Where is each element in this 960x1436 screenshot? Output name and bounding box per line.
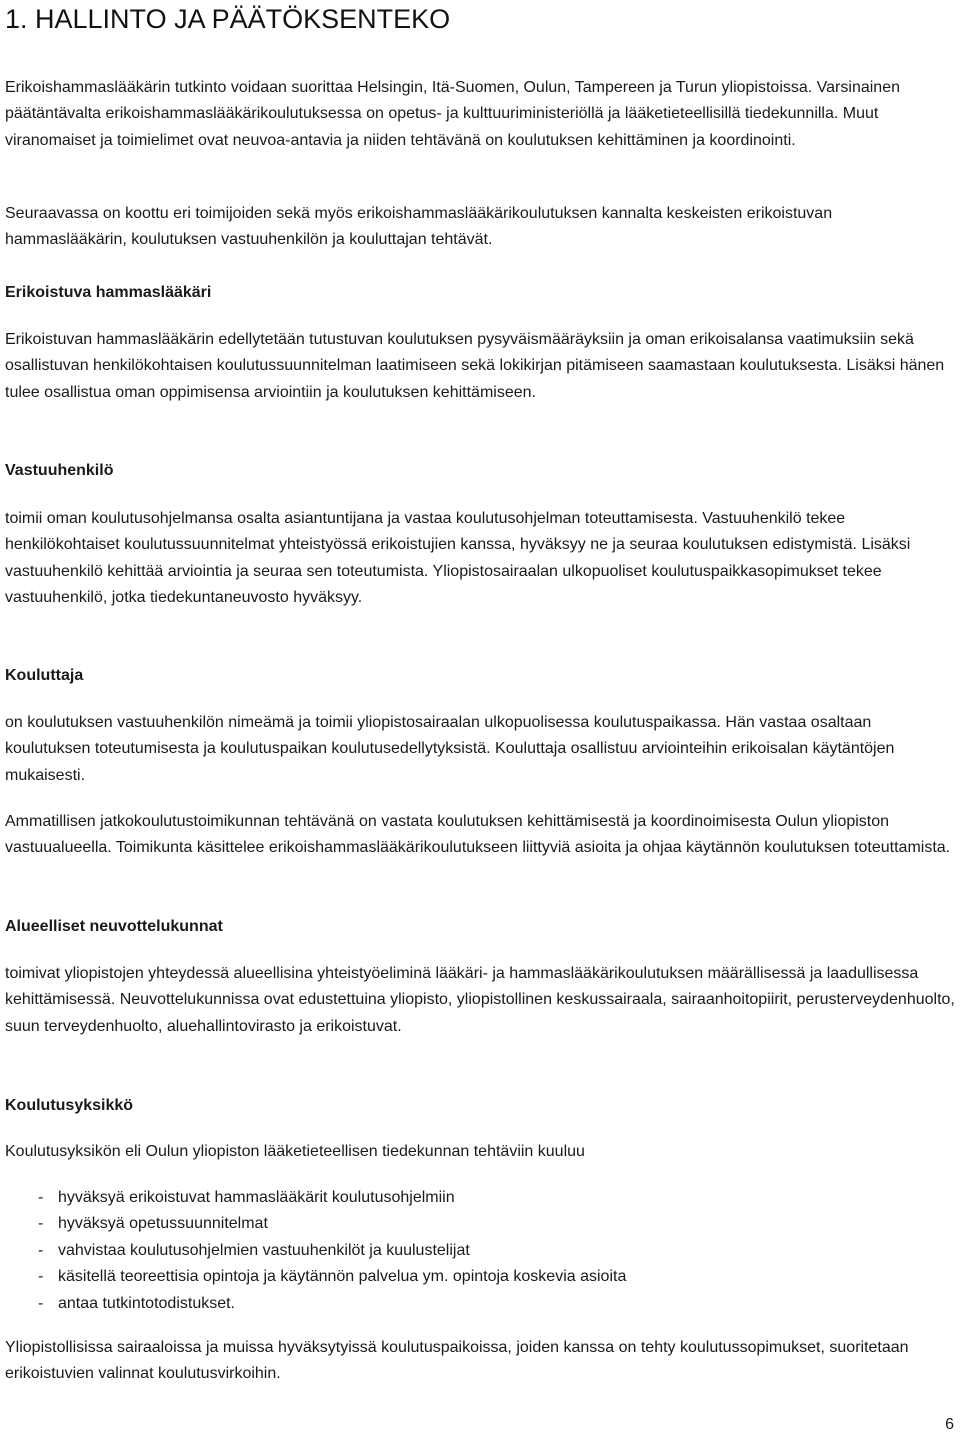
section-text-koulutusyksikko: Koulutusyksikön eli Oulun yliopiston lääketieteellisen tiedekunnan tehtäviin kuuluu [5,1143,585,1160]
section-text-alueelliset: toimivat yliopistojen yhteydessä alueellisina yhteistyöeliminä lääkäri- ja hammaslääkärikoulutuksen määrällisessä ja laadullisessa kehittämisessä. Neuvottelukunnissa ovat edustettuina yliopisto, yliopistollinen keskussairaala, sairaanhoitopiirit, perusterveydenhuolto, suun terveydenhuolto, aluehallintovirasto ja erikoistuvat. [5,965,955,1035]
section-text-erikoistuva: Erikoistuvan hammaslääkärin edellytetään tutustuvan koulutuksen pysyväismääräyksiin ja oman erikoisalansa vaatimuksiin sekä osallistuvan henkilökohtaisen koulutussuunnitelman laatimiseen sekä lokikirjan pitämiseen saamastaan koulutuksesta. Lisäksi hänen tulee osallistua oman oppimisensa arviointiin ja koulutuksen kehittämiseen. [5,331,945,401]
list-dash: - [38,1268,44,1286]
list-dash: - [38,1294,44,1312]
duties-list [5,1185,955,1317]
section-text-kouluttaja: on koulutuksen vastuuhenkilön nimeämä ja toimii yliopistosairaalan ulkopuolisessa koulutuspaikassa. Hän vastaa osaltaan koulutuksen toteutumisesta ja koulutuspaikan koulutusedellytyksistä. Kouluttaja osallistuu arviointeihin erikoisalan käytäntöjen mukaisesti. [5,714,895,784]
list-dash: - [38,1241,44,1259]
list-item: - käsitellä teoreettisia opintoja ja käytännön palvelua ym. opintoja koskevia asioita [5,1264,955,1290]
section-text-jatkokoulutustoimikunta: Ammatillisen jatkokoulutustoimikunnan tehtävänä on vastata koulutuksen kehittämisestä ja koordinoimisesta Oulun yliopiston vastuualueella. Toimikunta käsittelee erikoishammaslääkärikoulutukseen liittyviä asioita ja ohjaa käytännön koulutuksen toteuttamista. [5,813,951,857]
intro-paragraph-2: Seuraavassa on koottu eri toimijoiden sekä myös erikoishammaslääkärikoulutuksen kannalta keskeisten erikoistuvan hammaslääkärin, koulutuksen vastuuhenkilön ja kouluttajan tehtävät. [5,205,833,249]
page-number: 6 [945,1416,954,1433]
list-item: - hyväksyä erikoistuvat hammaslääkärit koulutusohjelmiin [5,1185,955,1211]
section-text-vastuuhenkilo: toimii oman koulutusohjelmansa osalta asiantuntijana ja vastaa koulutusohjelman toteuttamisesta. Vastuuhenkilö tekee henkilökohtaiset koulutussuunnitelmat yhteistyössä erikoistujien kanssa, hyväksyy ne ja seuraa koulutuksen edistymistä. Lisäksi vastuuhenkilö kehittää arviointia ja seuraa sen toteutumista. Yliopistosairaalan ulkopuoliset koulutuspaikkasopimukset tekee vastuuhenkilö, jotka tiedekuntaneuvosto hyväksyy. [5,510,911,607]
section-text-koulutussopimukset: Yliopistollisissa sairaaloissa ja muissa hyväksytyissä koulutuspaikoissa, joiden kanssa on tehty koulutussopimukset, suoritetaan erikoistuvien valinnat koulutusvirkoihin. [5,1339,909,1383]
section-title-alueelliset: Alueelliset neuvottelukunnat [5,918,223,935]
list-item: - hyväksyä opetussuunnitelmat [5,1211,955,1237]
section-title-vastuuhenkilo: Vastuuhenkilö [5,462,114,479]
intro-paragraph: Erikoishammaslääkärin tutkinto voidaan suorittaa Helsingin, Itä-Suomen, Oulun, Tampereen ja Turun yliopistoissa. Varsinainen päätäntävalta erikoishammaslääkärikoulutuksessa on opetus- ja kulttuuriministeriöllä ja lääketieteellisillä tiedekunnilla. Muut viranomaiset ja toimielimet ovat neuvoa-antavia ja niiden tehtävänä on koulutuksen kehittäminen ja koordinointi. [5,79,900,149]
section-title-erikoistuva: Erikoistuva hammaslääkäri [5,284,212,301]
list-item: - antaa tutkintotodistukset. [5,1291,955,1317]
list-dash: - [38,1189,44,1206]
chapter-heading: 1. HALLINTO JA PÄÄTÖKSENTEKO [5,4,451,34]
section-title-koulutusyksikko: Koulutusyksikkö [5,1097,134,1114]
list-dash: - [38,1215,44,1233]
section-title-kouluttaja: Kouluttaja [5,667,84,684]
list-item: - vahvistaa koulutusohjelmien vastuuhenkilöt ja kuulustelijat [5,1238,955,1264]
